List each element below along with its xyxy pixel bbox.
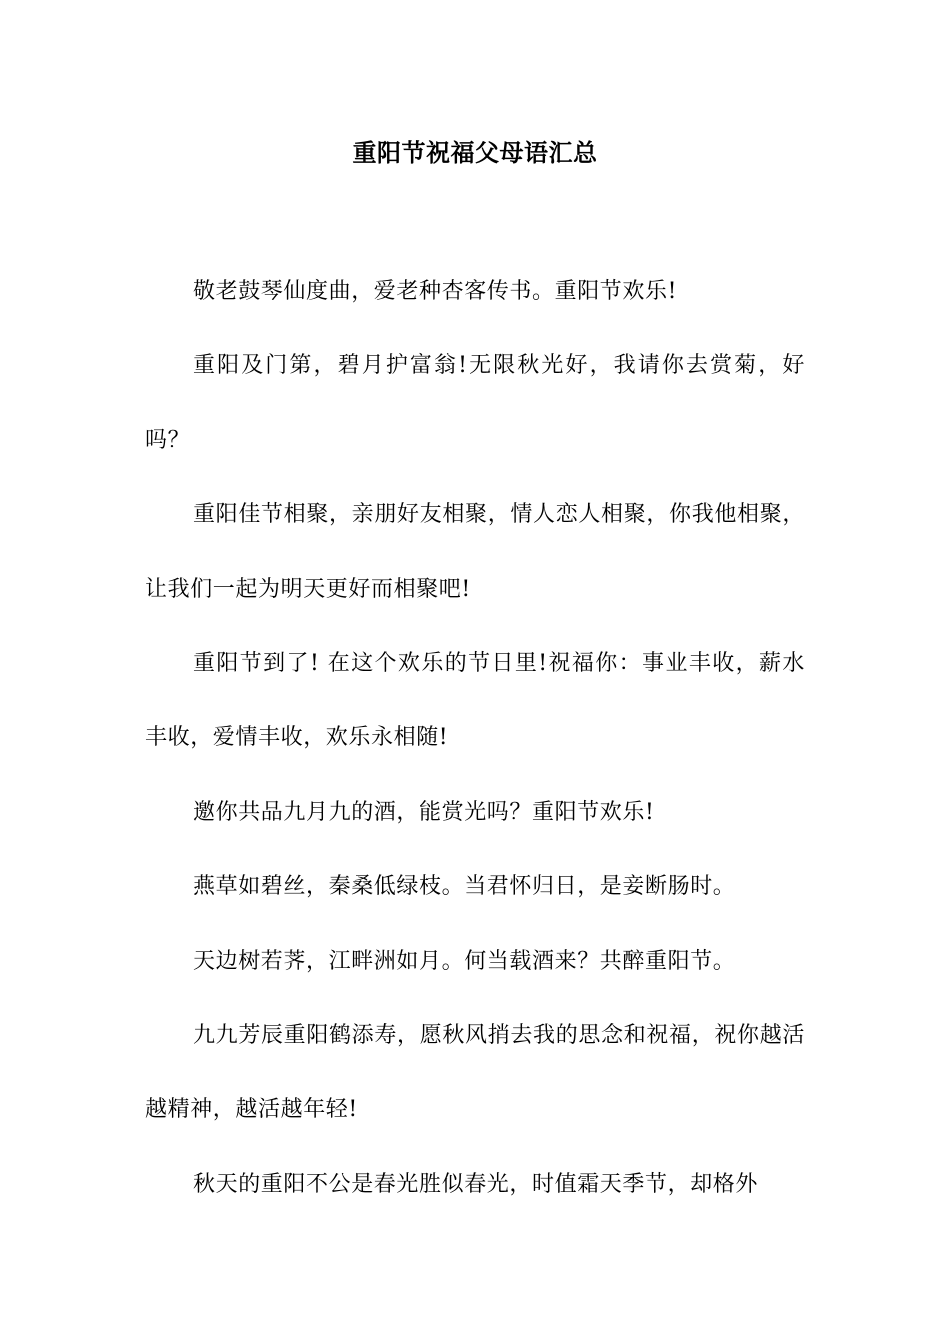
paragraph-3: 重阳佳节相聚，亲朋好友相聚，情人恋人相聚，你我他相聚，让我们一起为明天更好而相聚吧!	[145, 502, 805, 602]
paragraph-9: 秋天的重阳不公是春光胜似春光，时值霜天季节，却格外	[193, 1171, 759, 1197]
paragraph-1: 敬老鼓琴仙度曲，爱老种杏客传书。重阳节欢乐!	[193, 279, 678, 304]
paragraph-5: 邀你共品九月九的酒，能赏光吗？重阳节欢乐!	[193, 799, 655, 825]
paragraph-2: 重阳及门第，碧月护富翁!无限秋光好，我请你去赏菊，好吗？	[145, 353, 805, 453]
document-body	[145, 255, 805, 1222]
paragraph-7: 天边树若荠，江畔洲如月。何当载酒来？共醉重阳节。	[193, 948, 736, 974]
paragraph-6: 燕草如碧丝，秦桑低绿枝。当君怀归日，是妾断肠时。	[193, 874, 736, 900]
document-title: 重阳节祝福父母语汇总	[352, 138, 598, 167]
paragraph-8: 九九芳辰重阳鹤添寿，愿秋风捎去我的思念和祝福，祝你越活越精神，越活越年轻!	[145, 1023, 805, 1123]
paragraph-4: 重阳节到了! 在这个欢乐的节日里!祝福你：事业丰收，薪水丰收，爱情丰收，欢乐永相随!	[145, 651, 805, 751]
